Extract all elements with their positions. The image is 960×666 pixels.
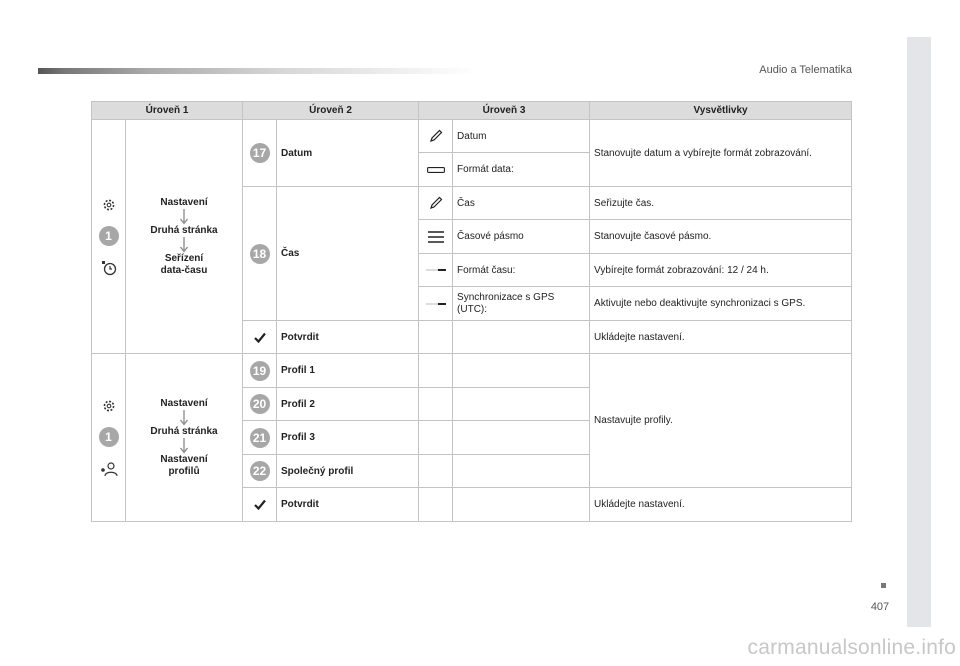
header-level2: Úroveň 2 [243,102,419,120]
datum-icon-cell [419,120,453,153]
header-explanations: Vysvětlivky [590,102,852,120]
clock-settings-icon [101,260,117,276]
menu-second-page: Druhá stránka [150,425,218,437]
table-row [92,120,852,153]
menu-date-time-line1: Seřízení [164,252,204,264]
confirm-label: Potvrdit [277,321,419,354]
header-title: Audio a Telematika [759,64,852,76]
empty-cell [419,321,453,354]
profile-label: Profil 3 [277,421,419,455]
step-badge: 1 [99,427,119,447]
step-badge: 20 [250,394,270,414]
step-badge: 21 [250,428,270,448]
profile-label: Profil 2 [277,388,419,421]
menu-settings: Nastavení [160,196,208,208]
gear-icon [102,198,116,212]
cas-badge-cell [243,187,277,321]
level1-menu-cell [126,120,243,354]
empty-cell [453,388,590,421]
gps-sync-icon-cell [419,287,453,321]
page-marker [881,583,886,588]
menu-profiles-line1: Nastavení [160,453,208,465]
profiles-explanation: Nastavujte profily. [590,354,852,488]
time-format-icon-cell [419,254,453,287]
confirm-icon-cell [243,321,277,354]
timezone-explanation: Stanovujte časové pásmo. [590,220,852,254]
datum-explanation: Stanovujte datum a vybírejte formát zobrazování. [590,120,852,187]
date-format-option: Formát data: [453,153,590,187]
empty-cell [453,321,590,354]
list-icon [423,231,448,243]
table-row [92,354,852,388]
page-number: 407 [870,601,890,613]
header-level1: Úroveň 1 [92,102,243,120]
table-header-row [92,102,852,120]
profile-badge-cell [243,421,277,455]
menu-profiles-line2: profilů [168,465,200,477]
empty-cell [419,455,453,488]
format-bar-icon [423,167,448,173]
empty-cell [453,455,590,488]
menu-settings: Nastavení [160,397,208,409]
confirm-explanation: Ukládejte nastavení. [590,321,852,354]
profile-badge-cell [243,354,277,388]
profile-icon [100,461,118,477]
gps-sync-option: Synchronizace s GPS (UTC): [453,287,590,321]
profile-label: Společný profil [277,455,419,488]
arrow-down-icon [178,410,190,426]
level1-icon-cell [92,354,126,522]
slider-toggle-icon [423,302,448,306]
empty-cell [419,388,453,421]
step-badge: 22 [250,461,270,481]
gps-sync-explanation: Aktivujte nebo deaktivujte synchronizaci s GPS. [590,287,852,321]
confirm-label: Potvrdit [277,488,419,522]
step-badge: 18 [250,244,270,264]
cas-label: Čas [277,187,419,321]
level1-menu-cell [126,354,243,522]
empty-cell [419,421,453,455]
checkmark-icon [247,332,272,343]
confirm-icon-cell [243,488,277,522]
profile-badge-cell [243,455,277,488]
step-badge: 17 [250,143,270,163]
slider-toggle-icon [423,268,448,272]
step-badge: 19 [250,361,270,381]
empty-cell [453,354,590,388]
menu-date-time-line2: data-času [160,264,208,276]
datum-badge-cell [243,120,277,187]
timezone-option: Časové pásmo [453,220,590,254]
gear-icon [102,399,116,413]
pencil-icon [423,129,448,143]
level1-icon-cell [92,120,126,354]
empty-cell [453,421,590,455]
time-format-explanation: Vybírejte formát zobrazování: 12 / 24 h. [590,254,852,287]
datum-label: Datum [277,120,419,187]
checkmark-icon [247,499,272,510]
profile-label: Profil 1 [277,354,419,388]
header-gradient-bar [38,68,478,74]
time-explanation: Seřizujte čas. [590,187,852,220]
time-icon-cell [419,187,453,220]
datum-option: Datum [453,120,590,153]
empty-cell [453,488,590,522]
profile-badge-cell [243,388,277,421]
empty-cell [419,354,453,388]
header-level3: Úroveň 3 [419,102,590,120]
time-format-option: Formát času: [453,254,590,287]
arrow-down-icon [178,237,190,253]
menu-second-page: Druhá stránka [150,224,218,236]
time-option: Čas [453,187,590,220]
empty-cell [419,488,453,522]
pencil-icon [423,196,448,210]
date-format-icon-cell [419,153,453,187]
arrow-down-icon [178,438,190,454]
side-strip [907,37,931,627]
timezone-icon-cell [419,220,453,254]
step-badge: 1 [99,226,119,246]
arrow-down-icon [178,209,190,225]
watermark: carmanualsonline.info [747,636,956,659]
confirm-explanation: Ukládejte nastavení. [590,488,852,522]
settings-table [91,101,852,522]
